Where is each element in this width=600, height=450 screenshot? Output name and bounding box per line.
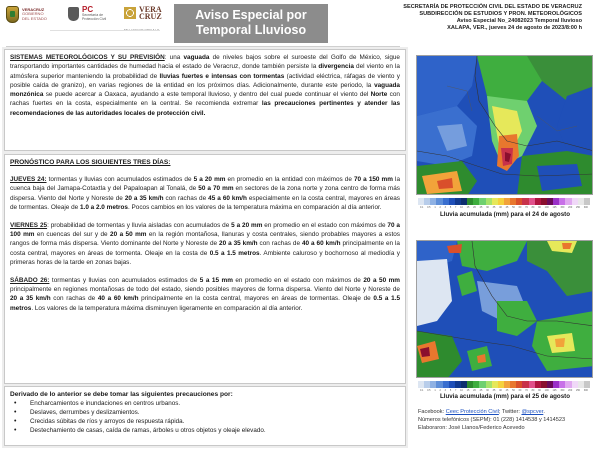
highlight: 1.0 a 2.0 metros	[79, 203, 128, 211]
highlight: divergencia	[318, 63, 354, 71]
text: : probabilidad de tormentas y lluvia aisladas con acumulados de	[47, 221, 232, 229]
section-heading: SISTEMAS METEOROLÓGICOS Y SU PREVISIÓN	[10, 54, 165, 61]
authors: Elaboraron: José Llanos/Federico Acevedo	[418, 425, 525, 431]
shield-icon	[68, 7, 79, 21]
text: principalmente en la costa central, mayores en áreas de tormentas. Oleaje de	[138, 295, 374, 303]
colorbar-tick-label: 0.5	[427, 389, 431, 392]
rainfall-map-aug-25	[416, 240, 593, 378]
subdivision-name: SUBDIRECCIÓN DE ESTUDIOS Y PRON. METEOROLÓGICOS	[419, 11, 582, 17]
forecast-thursday	[10, 175, 400, 212]
coat-of-arms-icon	[6, 6, 19, 23]
colorbar-tick-label: 25	[479, 389, 483, 392]
day-label: SÁBADO 26:	[10, 276, 50, 284]
forecast-heading: PRONÓSTICO PARA LOS SIGUIENTES TRES DÍAS:	[10, 159, 171, 166]
sun-emblem-icon	[124, 7, 136, 19]
colorbar-tick-label: 2	[439, 389, 441, 392]
highlight: 20 a 35 km/h	[10, 295, 51, 303]
text: principalmente en regiones montañosas de todo del estado, siendo posibles mayores de forma dispersa. Viento del Norte y Noreste de	[10, 285, 400, 293]
precautions-title: Derivado de lo anterior se debe tomar las siguientes precauciones por:	[10, 391, 233, 398]
day-label: VIERNES 25	[10, 221, 48, 229]
text: : una	[164, 54, 184, 61]
precaution-item: • Crecidas súbitas de ríos y arroyos de respuesta rápida.	[10, 417, 400, 426]
twitter-label: ; Twitter:	[498, 409, 522, 415]
colorbar-tick-label: 45	[505, 206, 509, 209]
highlight: 20 a 35 km/h	[219, 240, 258, 248]
precaution-item: • Encharcamientos e inundaciones en centros urbanos.	[10, 399, 400, 408]
colorbar-tick-label: 300	[583, 206, 588, 209]
colorbar-tick-label: 40	[499, 389, 502, 392]
title-line-1: Aviso Especial por	[195, 8, 307, 22]
forecast-saturday	[10, 276, 400, 313]
colorbar-tick-label: 7	[455, 206, 457, 209]
highlight: vaguada monzónica	[10, 81, 400, 99]
systems-paragraph	[10, 53, 400, 118]
text: en cuencas del sur y de	[34, 230, 111, 238]
colorbar-tick-label: 70	[525, 206, 528, 209]
text: . Pocos cambios en los valores de la temperatura máxima en comparación al día anterior.	[127, 203, 382, 211]
colorbar-tick-label: 60	[518, 206, 522, 209]
colorbar-tick-label: 80	[531, 206, 535, 209]
colorbar-ticks-aug-25	[420, 389, 588, 392]
agency-name: SECRETARÍA DE PROTECCIÓN CIVIL DEL ESTADO DE VERACRUZ	[403, 4, 582, 10]
colorbar-tick-label: 5	[449, 206, 452, 209]
colorbar-tick-label: 10	[460, 389, 463, 392]
logo-text-line: DEL ESTADO	[22, 15, 47, 21]
colorbar-tick-label: 20	[473, 206, 476, 209]
colorbar-tick-label: 30	[486, 206, 489, 209]
colorbar-tick-label: 30	[486, 389, 489, 392]
colorbar-tick-label: 1	[434, 206, 436, 209]
colorbar-tick-label: 150	[560, 389, 565, 392]
colorbar-tick-label: 3	[444, 206, 446, 209]
logo-text-line: Protección Civil	[82, 16, 107, 21]
text: tormentas y lluvias con acumulados estimados de	[49, 276, 200, 284]
colorbar-tick-label: 20	[473, 389, 476, 392]
logo-text-line: CRUZ	[139, 12, 162, 21]
rainfall-map-image	[417, 241, 593, 378]
colorbar-tick-label: 10	[460, 206, 463, 209]
logo-text-line: VERA	[139, 5, 162, 14]
colorbar-tick-label: 50	[512, 206, 515, 209]
colorbar-tick-label: 0.5	[427, 206, 431, 209]
colorbar-tick-label: 5	[449, 389, 452, 392]
highlight: 5 a 20 mm	[231, 221, 263, 229]
colorbar-tick-label: 150	[560, 206, 565, 209]
highlight: lluvias fuertes e intensas con tormentas	[159, 72, 285, 80]
colorbar-tick-label: 15	[466, 206, 470, 209]
highlight: 20 a 35 km/h	[124, 194, 164, 202]
place-date: XALAPA, VER., jueves 24 de agosto de 2023/8:00 h	[447, 25, 582, 31]
facebook-label: Facebook:	[418, 409, 446, 415]
colorbar-tick-label: 300	[583, 389, 588, 392]
veracruz-government-logo	[6, 6, 47, 23]
precaution-item: • Destechamiento de casas, caída de ramas, árboles u otros objetos y oleaje elevado.	[10, 426, 400, 435]
colorbar-tick-label: 0.1	[420, 206, 424, 209]
rainfall-colorbar-aug-24	[418, 198, 590, 205]
issuer-block	[403, 4, 582, 32]
colorbar-tick-label: 45	[505, 389, 509, 392]
colorbar-tick-label: 100	[544, 389, 549, 392]
colorbar-tick-label: 100	[544, 206, 549, 209]
highlight: 70 a 100 mm	[10, 221, 400, 238]
veracruz-brand-logo	[124, 6, 162, 20]
text: con rachas de	[163, 194, 209, 202]
colorbar-tick-label: 125	[552, 389, 557, 392]
text: en promedio en el estado con máximos de	[232, 276, 364, 284]
colorbar-ticks-aug-24	[420, 206, 588, 209]
precautions-section	[4, 386, 406, 446]
social-line	[418, 408, 565, 416]
text: con rachas fuertes en la costa, especialmente en la central. Se recomienda extremar	[10, 91, 400, 108]
header	[0, 0, 600, 45]
colorbar-tick-label: 200	[568, 206, 573, 209]
rainfall-colorbar-aug-25	[418, 381, 590, 388]
colorbar-tick-label: 250	[575, 389, 580, 392]
precaution-item: • Deslaves, derrumbes y deslizamientos.	[10, 408, 400, 417]
colorbar-swatch	[584, 381, 590, 388]
colorbar-tick-label: 3	[444, 389, 446, 392]
highlight: 0.5 a 1.5 metros	[209, 249, 260, 257]
highlight: 40 a 60 km/h	[97, 295, 139, 303]
text: se puede acercar a Oaxaca, ayudando a este temporal lluvioso, y dentro del cual puede continuar el viento del	[43, 91, 371, 99]
colorbar-tick-label: 25	[479, 206, 483, 209]
colorbar-tick-label: 0.1	[420, 389, 424, 392]
divider	[6, 46, 400, 47]
text: especialmente en la costa central, mayores en áreas de tormentas. Oleaje de	[10, 194, 401, 211]
title-line-2: Temporal Lluvioso	[195, 23, 307, 37]
highlight: 45 a 60 km/h	[208, 194, 247, 202]
text: . Ambiente caluroso y bochornoso al mediodía y primeras horas de la tarde en zonas bajas.	[10, 249, 400, 266]
highlight: Norte	[370, 91, 388, 99]
meteorological-systems-section	[4, 49, 406, 151]
proteccion-civil-logo	[68, 6, 106, 21]
colorbar-tick-label: 35	[492, 206, 496, 209]
text: en sectores de la zona norte y zona centro de forma más dispersa. Viento del Norte y Noreste de	[10, 185, 400, 202]
highlight: 40 a 60 km/h	[301, 240, 341, 248]
highlight: 20 a 50 mm	[110, 230, 147, 238]
text: en promedio en la entidad con máximos de	[225, 176, 354, 183]
text: . Los valores de la temperatura máxima disminuyen ligeramente en comparación al día anterior.	[31, 304, 303, 312]
text: la cuenca baja del Jamapa-Cotaxtla y del Papaloapan al Tonalá, de	[10, 176, 400, 193]
document-title	[174, 4, 328, 43]
logo-text-line: VERACRUZ	[22, 6, 45, 12]
highlight: vaguada	[183, 54, 210, 61]
contact-info	[418, 408, 565, 432]
colorbar-tick-label: 200	[568, 389, 573, 392]
highlight: 70 a 150 mm	[353, 176, 393, 183]
colorbar-tick-label: 15	[466, 389, 470, 392]
colorbar-tick-label: 1	[434, 389, 436, 392]
text: del viento en la atmósfera superior manteniendo la probabilidad de	[10, 63, 400, 80]
phone-numbers: Números telefónicos (SEPM): 01 (228) 1414538 y 1414523	[418, 417, 566, 423]
facebook-link[interactable]: Ceec Protección Civil	[445, 409, 499, 415]
highlight: 5 a 20 mm	[193, 176, 226, 183]
rainfall-map-aug-24	[416, 55, 593, 195]
colorbar-tick-label: 80	[531, 389, 535, 392]
colorbar-tick-label: 40	[499, 206, 502, 209]
colorbar-tick-label: 35	[492, 389, 496, 392]
highlight: 50 a 70 mm	[198, 185, 234, 193]
highlight: 5 a 15 mm	[199, 276, 233, 284]
text: principalmente en la costa central, mayores en áreas de tormenta. Oleaje en la costa de	[10, 240, 400, 257]
logo-text-line: GOBIERNO	[22, 11, 44, 17]
colorbar-swatch	[584, 198, 590, 205]
highlight: 0.5 a 1.5 metros	[10, 295, 401, 312]
highlight: 20 a 50 mm	[363, 276, 400, 284]
colorbar-tick-label: 90	[538, 206, 541, 209]
colorbar-tick-label: 125	[552, 206, 557, 209]
colorbar-tick-label: 7	[455, 389, 457, 392]
text: con rachas de	[257, 240, 302, 248]
map-caption-aug-25: Lluvia acumulada (mm) para el 25 de agosto	[440, 393, 570, 400]
highlight: las precauciones pertinentes y atender las recomendaciones de las autoridades locales de protección civil.	[10, 100, 400, 117]
colorbar-tick-label: 70	[525, 389, 528, 392]
forecast-section	[4, 154, 406, 384]
colorbar-tick-label: 90	[538, 389, 541, 392]
text: de niveles bajos sobre el suroeste del Golfo de México, sigue transportando importantes cantidades de humedad hacia el estado de Veracruz, donde también persiste la	[10, 54, 400, 71]
colorbar-tick-label: 60	[518, 389, 522, 392]
notice-id: Aviso Especial No_24082023 Temporal lluvioso	[456, 18, 582, 24]
colorbar-tick-label: 50	[512, 389, 515, 392]
text: en la región montañosa, llanuras y costa centrales, siendo probables mayores a estos rangos de forma más dispersa. Viento dominante del Norte y Noreste de	[10, 230, 400, 248]
logo-text-line: PC	[82, 5, 94, 14]
colorbar-tick-label: 2	[439, 206, 441, 209]
day-label: JUEVES 24:	[10, 176, 47, 183]
header-rule	[50, 30, 160, 31]
forecast-friday	[10, 221, 400, 267]
text: .	[543, 409, 545, 415]
map-caption-aug-24: Lluvia acumulada (mm) para el 24 de agosto	[440, 211, 570, 218]
precautions-list	[10, 399, 400, 435]
text: en promedio en el estado con máximos de	[262, 221, 388, 229]
logo-text-line: Secretaría de	[82, 13, 104, 17]
colorbar-tick-label: 250	[575, 206, 580, 209]
text: (actividad eléctrica, ráfagas de viento y posible caída de granizo), en varias regiones de la entidad en los próximos días. Adicionalmente, durante este periodo, la	[10, 72, 400, 89]
twitter-link[interactable]: @spcver	[521, 409, 544, 415]
text: tormentas y lluvias con acumulados estimados de	[46, 176, 194, 183]
text: con rachas de	[50, 295, 98, 303]
rainfall-map-image	[417, 56, 593, 195]
